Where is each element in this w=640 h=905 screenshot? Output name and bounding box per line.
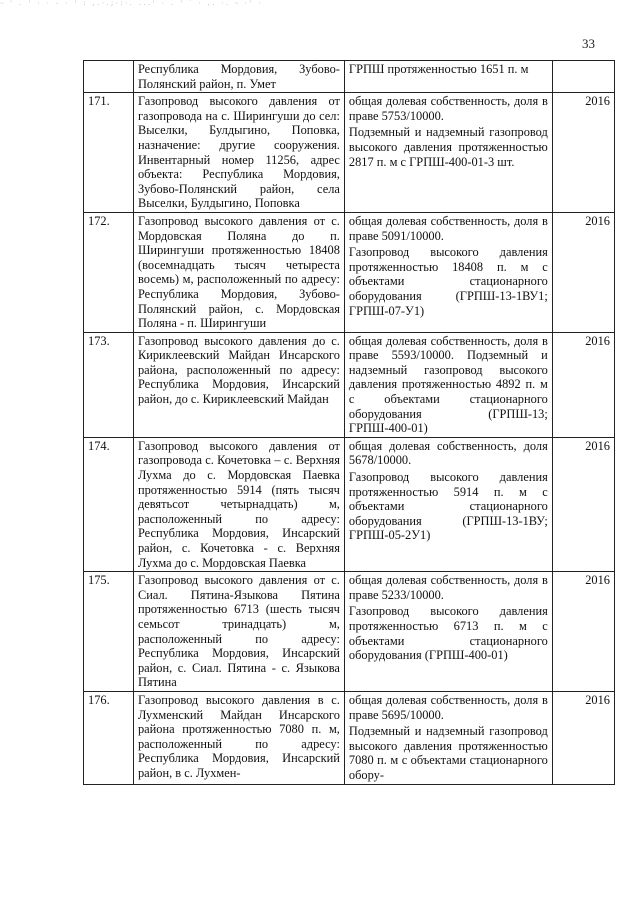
row-number: 175.: [84, 572, 134, 692]
scan-artifacts: ~ ' . ' · · - · ' : ,.·.;·:·. ...' · . ' ` · ,. ·. ~ ·' ·: [0, 0, 263, 7]
row-number: [84, 61, 134, 93]
row-number: 173.: [84, 332, 134, 437]
ownership-details: [344, 572, 552, 692]
table-row: [84, 61, 615, 93]
ownership-paragraph: Подземный и надземный газопровод высокого давления протяженностью 2817 п. м с ГРПШ-400-01-3 шт.: [348, 125, 548, 169]
row-number: 174.: [84, 437, 134, 571]
table-row: [84, 691, 615, 784]
object-description: Республика Мордовия, Зубово-Полянский район, п. Умет: [133, 61, 344, 93]
table-body: [84, 61, 615, 785]
year: 2016: [552, 691, 614, 784]
ownership-paragraph: общая долевая собственность, доля в праве 5593/10000. Подземный и надземный газопровод высокого давления протяженностью 4892 п. м с объектами стационарного оборудования (ГРПШ-13; ГРПШ-400-01): [348, 333, 548, 436]
table-row: [84, 437, 615, 571]
table-row: [84, 332, 615, 437]
year: [552, 61, 614, 93]
object-description: Газопровод высокого давления от с. Мордовская Поляна до п. Ширингуши протяженностью 18408 (восемнадцать тысяч четыреста восемь) м, расположенный по адресу: Республика Мордовия, Зубово-Полянский район, с. Мордовская Поляна - п. Ширингуши: [133, 212, 344, 332]
ownership-paragraph: Газопровод высокого давления протяженностью 6713 п. м с объектами стационарного оборудования (ГРПШ-400-01): [348, 604, 548, 663]
ownership-paragraph: общая долевая собственность, доля в праве 5091/10000.: [348, 213, 548, 243]
ownership-paragraph: Газопровод высокого давления протяженностью 5914 п. м с объектами стационарного оборудования (ГРПШ-13-1ВУ; ГРПШ-05-2У1): [348, 470, 548, 543]
object-description: Газопровод высокого давления от газопровода с. Кочетовка – с. Верхняя Лухма до с. Мордовская Паевка протяженностью 5914 (пять тысяч девятьсот четырнадцать) м, расположенный по адресу: Республика Мордовия, Инсарский район, с. Кочетовка - с. Верхняя Лухма до с. Мордовская Паевка: [133, 437, 344, 571]
ownership-paragraph: общая долевая собственность, доля в праве 5233/10000.: [348, 573, 548, 602]
year: 2016: [552, 212, 614, 332]
ownership-paragraph: общая долевая собственность, доля в праве 5753/10000.: [348, 94, 548, 123]
year: 2016: [552, 93, 614, 213]
row-number: 171.: [84, 93, 134, 213]
ownership-paragraph: общая долевая собственность, доля в праве 5695/10000.: [348, 692, 548, 722]
row-number: 176.: [84, 691, 134, 784]
object-description: Газопровод высокого давления от с. Сиал. Пятина-Языкова Пятина протяженностью 6713 (шесть тысяч семьсот тринадцать) м, расположенный по адресу: Республика Мордовия, Инсарский район, с. Сиал. Пятина - с. Языкова Пятина: [133, 572, 344, 692]
page-number: 33: [582, 36, 595, 51]
ownership-details: [344, 212, 552, 332]
year: 2016: [552, 572, 614, 692]
ownership-paragraph: общая долевая собственность, доля 5678/10000.: [348, 438, 548, 468]
object-description: Газопровод высокого давления от газопровода на с. Ширингуши до сел: Выселки, Булдыгино, Поповка, назначение: другие сооружения. Инвентарный номер 11256, адрес объекта: Республика Мордовия, Зубово-Полянский район, села Выселки, Булдыгино, Поповка: [133, 93, 344, 213]
property-registry-table: [83, 60, 615, 785]
table-row: [84, 93, 615, 213]
ownership-paragraph: Подземный и надземный газопровод высокого давления протяженностью 7080 п. м с объектами стационарного обору-: [348, 724, 548, 782]
table-row: [84, 572, 615, 692]
table-row: [84, 212, 615, 332]
year: 2016: [552, 332, 614, 437]
object-description: Газопровод высокого давления в с. Лухменский Майдан Инсарского района протяженностью 7080 п. м, расположенный по адресу: Республика Мордовия, Инсарский район, в с. Лухмен-: [133, 691, 344, 784]
ownership-details: [344, 93, 552, 213]
object-description: Газопровод высокого давления до с. Кириклеевский Майдан Инсарского района, расположенный по адресу: Республика Мордовия, Инсарский район, до с. Кириклеевский Майдан: [133, 332, 344, 437]
ownership-details: [344, 332, 552, 437]
ownership-details: [344, 691, 552, 784]
year: 2016: [552, 437, 614, 571]
ownership-details: [344, 437, 552, 571]
ownership-paragraph: ГРПШ протяженностью 1651 п. м: [348, 62, 529, 76]
ownership-details: [344, 61, 552, 93]
ownership-paragraph: Газопровод высокого давления протяженностью 18408 п. м с объектами стационарного оборудования (ГРПШ-13-1ВУ1; ГРПШ-07-У1): [348, 245, 548, 318]
row-number: 172.: [84, 212, 134, 332]
